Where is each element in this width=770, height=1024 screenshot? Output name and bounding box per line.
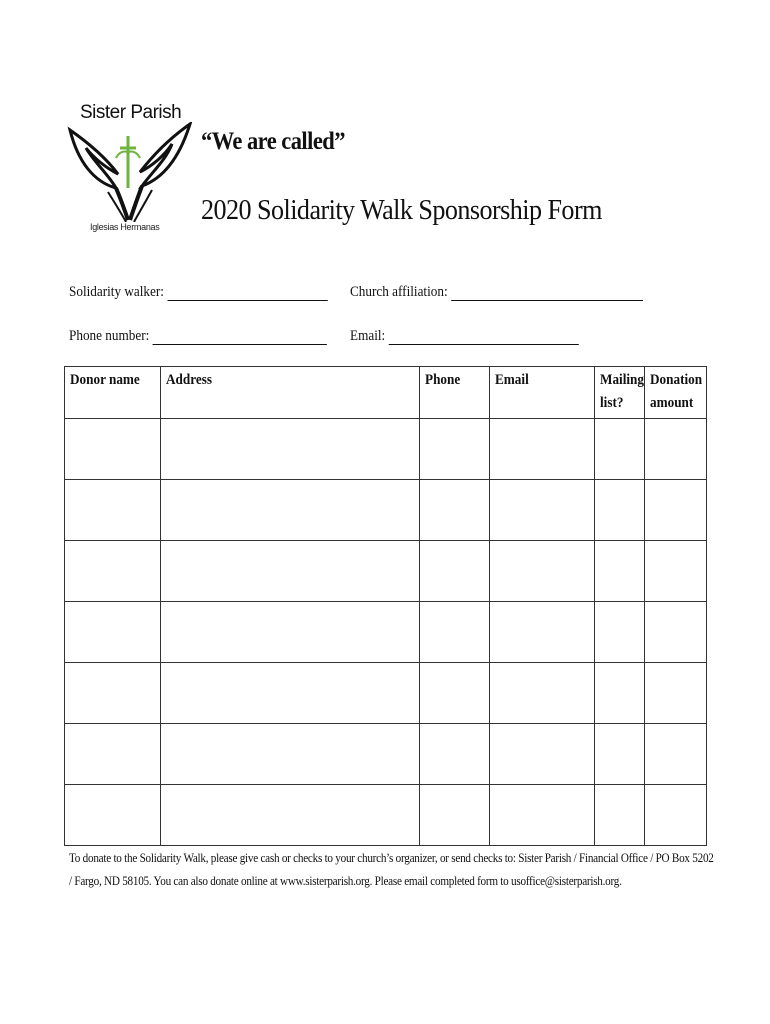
cell-email[interactable]	[490, 541, 595, 602]
church-affiliation-input[interactable]	[451, 286, 643, 301]
cell-email[interactable]	[490, 419, 595, 480]
phone-number-field[interactable]	[69, 328, 327, 345]
table-row	[65, 480, 707, 541]
email-label: Email:	[350, 328, 386, 344]
cell-donation-amount[interactable]	[645, 541, 707, 602]
table-row	[65, 724, 707, 785]
cell-address[interactable]	[161, 724, 420, 785]
dove-icon	[64, 122, 196, 222]
cell-address[interactable]	[161, 785, 420, 846]
cell-donation-amount[interactable]	[645, 602, 707, 663]
col-donation-amount: Donation amount	[645, 367, 707, 419]
solidarity-walker-input[interactable]	[167, 286, 327, 301]
cell-mailing-list[interactable]	[595, 785, 645, 846]
instructions-line-2: / Fargo, ND 58105. You can also donate online at www.sisterparish.org. Please email completed form to usoffice@sisterparish.org.	[69, 873, 622, 888]
cell-address[interactable]	[161, 663, 420, 724]
cell-mailing-list[interactable]	[595, 663, 645, 724]
phone-number-label: Phone number:	[69, 328, 150, 344]
cell-email[interactable]	[490, 724, 595, 785]
cell-email[interactable]	[490, 480, 595, 541]
table-row	[65, 419, 707, 480]
table-header-row	[65, 367, 707, 419]
col-donor-name: Donor name	[65, 367, 161, 419]
table-row	[65, 541, 707, 602]
cell-phone[interactable]	[420, 419, 490, 480]
cell-email[interactable]	[490, 785, 595, 846]
cell-mailing-list[interactable]	[595, 419, 645, 480]
col-mailing-list: Mailing list?	[595, 367, 645, 419]
logo-subtitle: Iglesias Hermanas	[90, 222, 160, 232]
cell-donor-name[interactable]	[65, 663, 161, 724]
logo-name: Sister Parish	[80, 102, 182, 123]
church-affiliation-label: Church affiliation:	[350, 284, 448, 300]
cell-phone[interactable]	[420, 541, 490, 602]
cell-mailing-list[interactable]	[595, 602, 645, 663]
cell-mailing-list[interactable]	[595, 724, 645, 785]
cell-donor-name[interactable]	[65, 724, 161, 785]
cell-donor-name[interactable]	[65, 785, 161, 846]
cell-email[interactable]	[490, 602, 595, 663]
table-row	[65, 602, 707, 663]
cell-phone[interactable]	[420, 663, 490, 724]
cell-address[interactable]	[161, 541, 420, 602]
sister-parish-logo	[64, 100, 196, 240]
cell-address[interactable]	[161, 419, 420, 480]
col-email: Email	[490, 367, 595, 419]
tagline: “We are called”	[201, 128, 345, 155]
table-row	[65, 785, 707, 846]
solidarity-walker-field[interactable]	[69, 284, 328, 301]
col-address: Address	[161, 367, 420, 419]
cell-donor-name[interactable]	[65, 480, 161, 541]
page-title: 2020 Solidarity Walk Sponsorship Form	[201, 194, 602, 226]
email-field[interactable]	[350, 328, 579, 345]
cell-donation-amount[interactable]	[645, 419, 707, 480]
cell-phone[interactable]	[420, 785, 490, 846]
cell-address[interactable]	[161, 602, 420, 663]
church-affiliation-field[interactable]	[350, 284, 643, 301]
table-row	[65, 663, 707, 724]
solidarity-walker-label: Solidarity walker:	[69, 284, 164, 300]
cell-phone[interactable]	[420, 602, 490, 663]
cell-donation-amount[interactable]	[645, 785, 707, 846]
donor-table	[64, 366, 707, 846]
cell-donor-name[interactable]	[65, 602, 161, 663]
cell-donor-name[interactable]	[65, 419, 161, 480]
cell-donor-name[interactable]	[65, 541, 161, 602]
email-input[interactable]	[389, 330, 579, 345]
cell-donation-amount[interactable]	[645, 663, 707, 724]
cell-phone[interactable]	[420, 480, 490, 541]
cell-email[interactable]	[490, 663, 595, 724]
cell-mailing-list[interactable]	[595, 480, 645, 541]
instructions-line-1: To donate to the Solidarity Walk, please give cash or checks to your church’s organizer, or send checks to: Sister Parish / Financial Office / PO Box 5202	[69, 850, 714, 865]
cell-donation-amount[interactable]	[645, 480, 707, 541]
cell-phone[interactable]	[420, 724, 490, 785]
phone-number-input[interactable]	[153, 330, 327, 345]
cell-address[interactable]	[161, 480, 420, 541]
cell-donation-amount[interactable]	[645, 724, 707, 785]
donation-instructions	[69, 846, 714, 892]
cell-mailing-list[interactable]	[595, 541, 645, 602]
col-phone: Phone	[420, 367, 490, 419]
